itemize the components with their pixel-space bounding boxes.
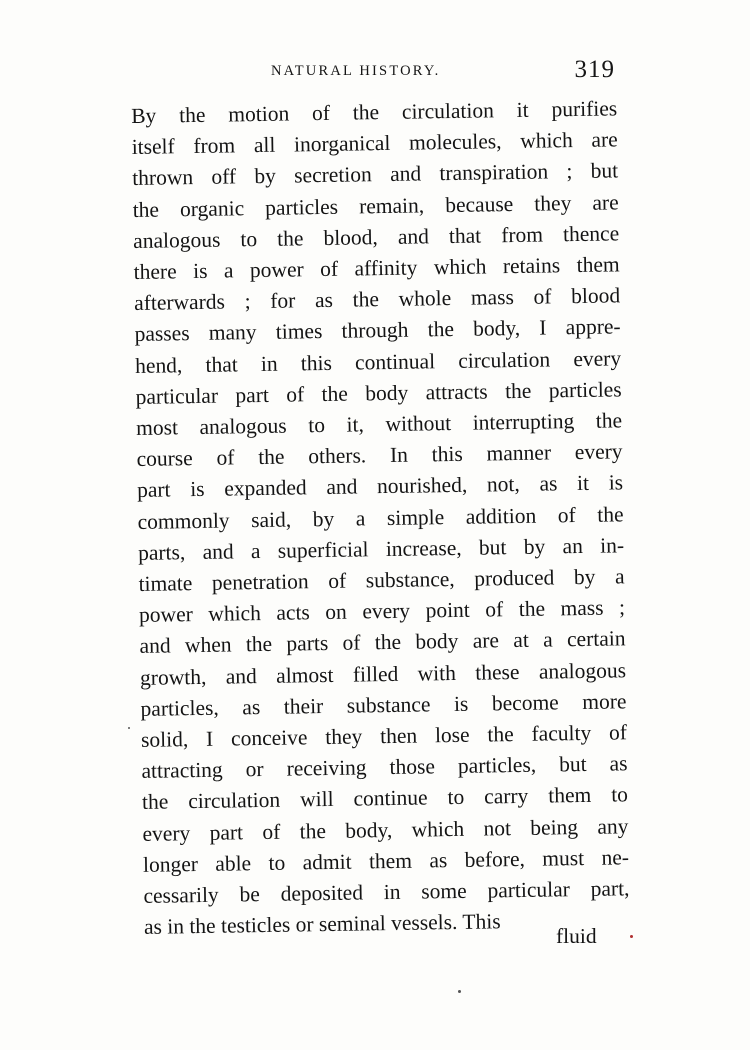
catchword: fluid — [556, 924, 597, 948]
text-line: itself from all inorganical molecules, which are — [131, 127, 618, 160]
text-line: there is a power of affinity which retains them — [133, 252, 620, 284]
ink-speck — [630, 935, 633, 938]
text-line: the organic particles remain, because they are — [132, 189, 619, 222]
running-head — [133, 56, 615, 86]
text-line: the circulation will continue to carry them to — [141, 782, 629, 815]
text-line: solid, I conceive they then lose the faculty of — [140, 720, 628, 752]
text-line: analogous to the blood, and that from thence — [133, 221, 620, 253]
text-line: every part of the body, which not being any — [142, 813, 629, 846]
text-line: cessarily be deposited in some particular part, — [143, 876, 630, 908]
text-line: growth, and almost filled with these analogous — [139, 657, 627, 690]
text-line: as in the testicles or seminal vessels. This — [143, 909, 501, 940]
text-line: attracting or receiving those particles, but as — [141, 751, 628, 784]
body-text — [131, 93, 630, 943]
text-line: timate penetration of substance, produced by a — [138, 564, 625, 596]
text-line: power which acts on every point of the mass ; — [138, 595, 626, 628]
text-line: and when the parts of the body are at a certain — [139, 626, 626, 659]
ink-speck — [128, 727, 130, 729]
text-line: parts, and a superficial increase, but by an in- — [137, 533, 625, 565]
ink-speck — [458, 990, 461, 993]
page-number: 319 — [574, 56, 615, 83]
running-title: NATURAL HISTORY. — [271, 63, 441, 79]
text-line: longer able to admit them as before, must ne- — [142, 845, 630, 877]
text-line: thrown off by secretion and transpiration ; but — [132, 158, 619, 191]
text-line: course of the others. In this manner every — [136, 439, 623, 472]
text-line: part is expanded and nourished, not, as it is — [136, 470, 624, 503]
text-line: passes many times through the body, I appre- — [134, 314, 621, 347]
text-line: By the motion of the circulation it purifies — [131, 96, 618, 128]
text-line: commonly said, by a simple addition of the — [137, 501, 624, 534]
text-line: particular part of the body attracts the particles — [135, 377, 622, 409]
text-line: hend, that in this continual circulation every — [134, 345, 622, 378]
text-line: particles, as their substance is become more — [140, 689, 627, 721]
text-line: afterwards ; for as the whole mass of blood — [133, 283, 621, 316]
text-line: most analogous to it, without interrupting the — [135, 408, 623, 440]
